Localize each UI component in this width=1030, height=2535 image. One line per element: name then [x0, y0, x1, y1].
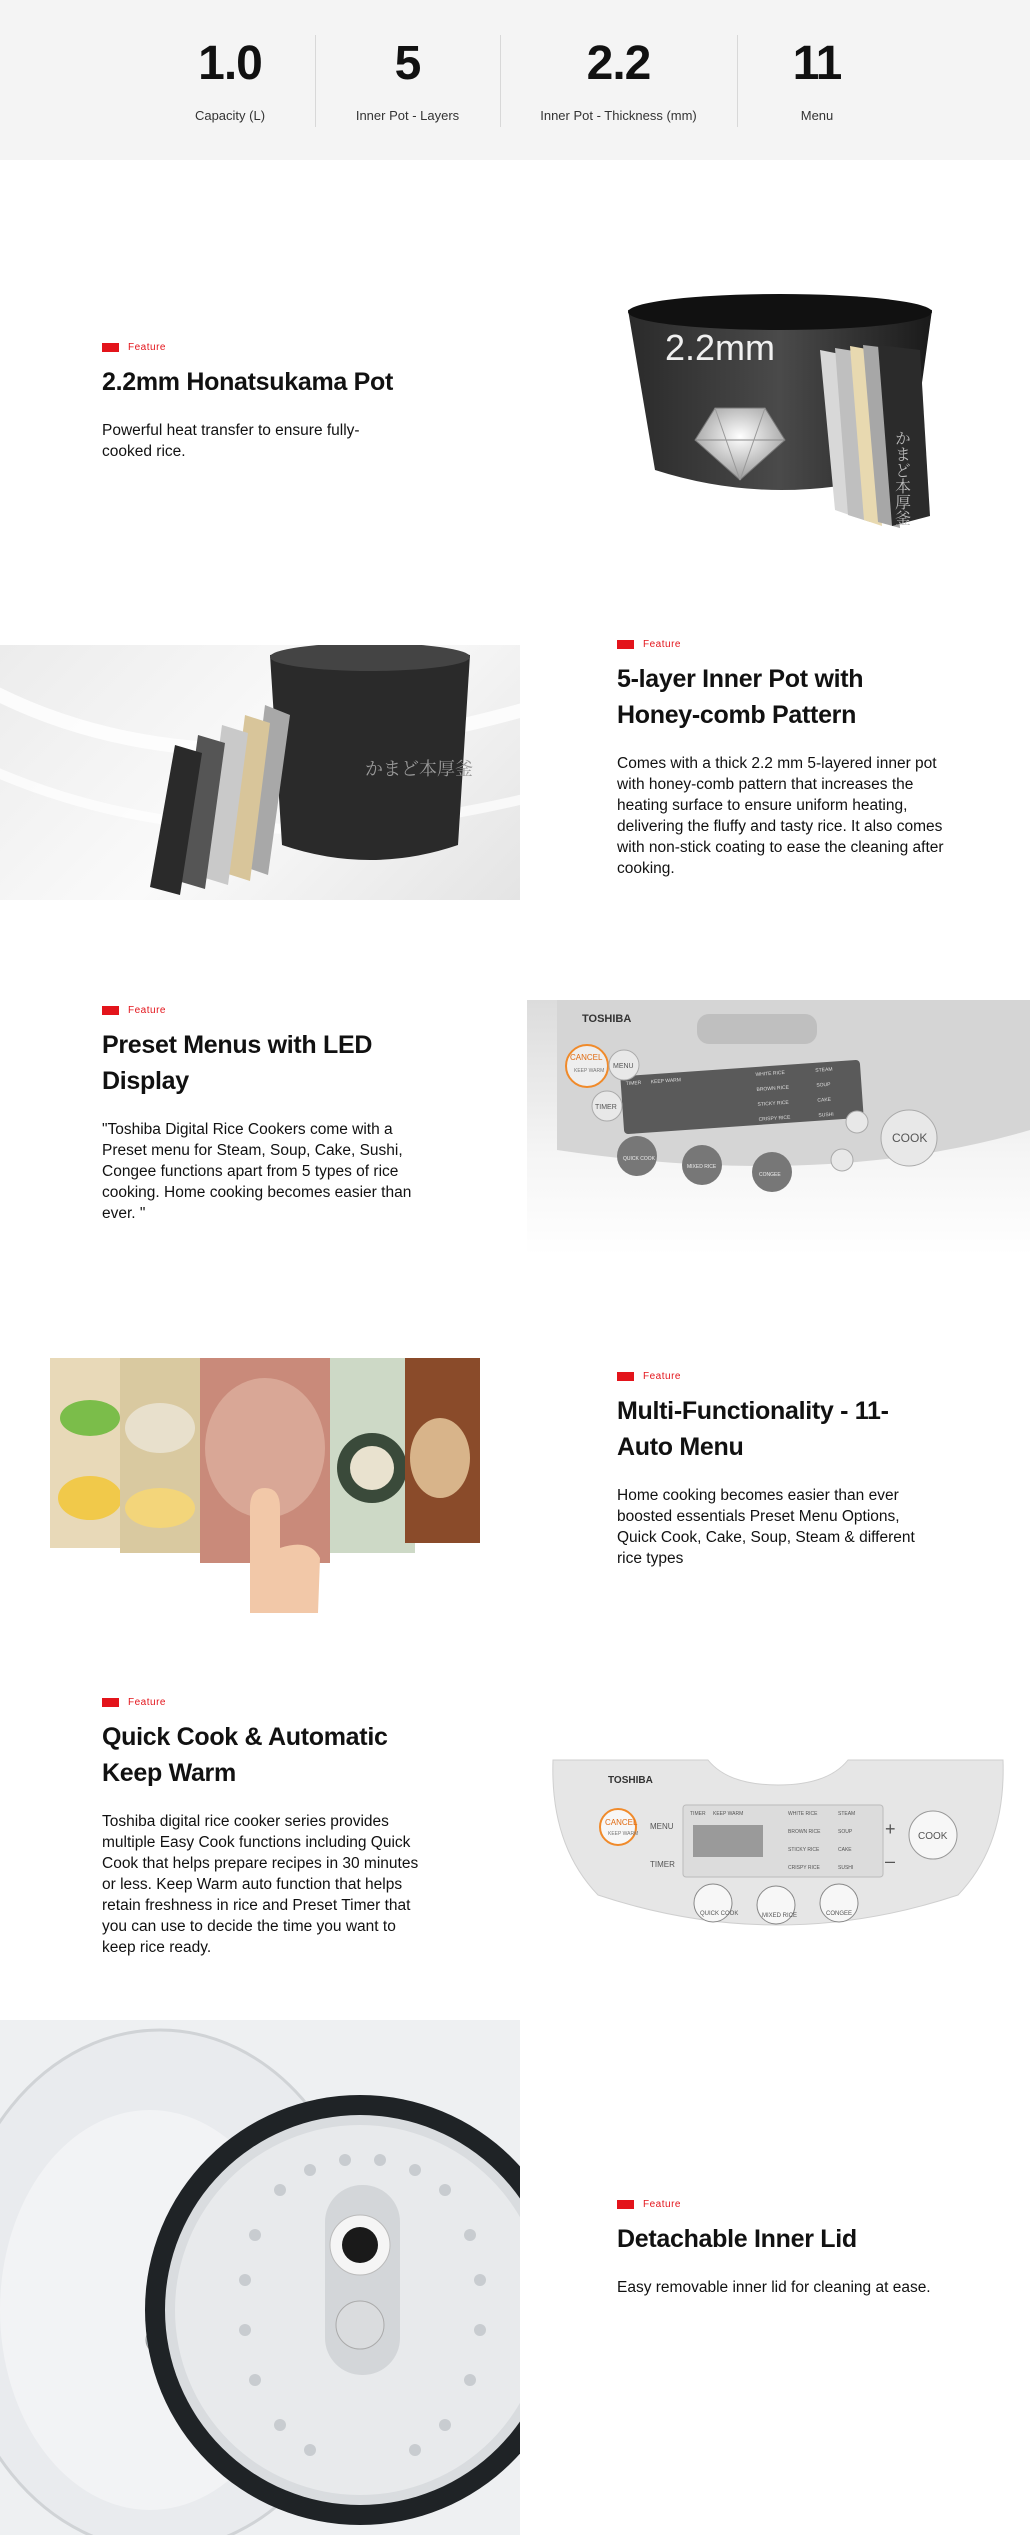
timer-label: TIMER	[650, 1860, 675, 1869]
brand-logo: TOSHIBA	[582, 1013, 632, 1025]
spec-label: Menu	[800, 108, 834, 123]
keep-warm-label: KEEP WARM	[608, 1831, 639, 1837]
feature-tag-label: Feature	[128, 341, 166, 353]
spec-capacity	[130, 0, 330, 160]
keep-warm-label: KEEP WARM	[574, 1068, 605, 1074]
display-item: STICKY RICE	[757, 1099, 790, 1108]
flat-control-panel-image	[548, 1755, 1008, 1930]
feature-tag	[102, 340, 402, 354]
feature-tag	[102, 1003, 422, 1017]
feature-description: Powerful heat transfer to ensure fully-cooked rice.	[102, 422, 360, 460]
minus-label: –	[885, 1851, 896, 1871]
inner-lid-image	[0, 2020, 520, 2535]
display-item: CRISPY RICE	[758, 1114, 791, 1123]
feature-quick-cook	[102, 1695, 422, 1958]
feature-title: Quick Cook & Automatic Keep Warm	[102, 1723, 388, 1787]
feature-tag-label: Feature	[643, 638, 681, 650]
five-layer-pot-image	[0, 645, 520, 900]
feature-tag	[617, 2197, 937, 2211]
feature-description: Comes with a thick 2.2 mm 5-layered inner pot with honey-comb pattern that increases the heating surface to ensure uniform heating, delivering the fluffy and tasty rice. It also comes with non-stick coating to ease the cleaning after cooking.	[617, 755, 944, 877]
display-item: CAKE	[838, 1847, 852, 1853]
spec-layers	[315, 0, 500, 160]
display-item: STEAM	[815, 1066, 833, 1074]
feature-tag-label: Feature	[643, 2198, 681, 2210]
brand-logo: TOSHIBA	[608, 1775, 653, 1786]
specs-bar	[0, 0, 1030, 160]
display-item: SUSHI	[838, 1865, 854, 1871]
spec-value: 5	[394, 37, 421, 90]
display-item: TIMER	[690, 1811, 706, 1817]
display-item: WHITE RICE	[755, 1069, 786, 1078]
pot-thickness-label: 2.2mm	[665, 327, 776, 368]
display-item: STEAM	[838, 1811, 856, 1817]
feature-title: Preset Menus with LED Display	[102, 1031, 373, 1095]
spec-label: Inner Pot - Layers	[355, 108, 460, 123]
display-item: CAKE	[817, 1096, 832, 1104]
feature-honatsukama	[102, 340, 402, 462]
feature-tag-label: Feature	[643, 1370, 681, 1382]
display-item: STICKY RICE	[788, 1847, 820, 1853]
feature-description: Home cooking becomes easier than ever boosted essentials Preset Menu Options, Quick Cook, Cake, Soup, Steam & different rice types	[617, 1487, 915, 1567]
mixed-rice-label: MIXED RICE	[687, 1164, 717, 1170]
plus-label: +	[885, 1819, 896, 1839]
timer-label: TIMER	[595, 1104, 617, 1111]
spec-value: 11	[792, 37, 842, 90]
display-item: BROWN RICE	[788, 1829, 821, 1835]
cancel-label: CANCEL	[570, 1053, 603, 1062]
feature-description: Toshiba digital rice cooker series provides multiple Easy Cook functions including Quick Cook that helps prepare recipes in 30 minutes or less. Keep Warm auto function that helps retain freshness in rice and Preset Timer that you can use to decide the time you want to keep rice ready.	[102, 1813, 419, 1956]
display-item: SOUP	[816, 1081, 831, 1089]
spec-value: 1.0	[198, 37, 262, 90]
display-item: BROWN RICE	[756, 1084, 790, 1093]
spec-label: Capacity (L)	[194, 108, 266, 123]
display-item: SOUP	[838, 1829, 853, 1835]
display-item: TIMER	[625, 1079, 642, 1088]
feature-description: "Toshiba Digital Rice Cookers come with a Preset menu for Steam, Soup, Cake, Sushi, Congee functions apart from 5 types of rice cooking. Home cooking becomes easier than ever. "	[102, 1121, 412, 1222]
cancel-label: CANCEL	[605, 1818, 638, 1827]
feature-title: 2.2mm Honatsukama Pot	[102, 368, 394, 396]
feature-five-layer	[617, 637, 947, 879]
pot-kanji: かまど本厚釜	[892, 430, 912, 526]
quick-cook-label: QUICK COOK	[700, 1911, 739, 1917]
feature-tag-label: Feature	[128, 1696, 166, 1708]
display-item: SUSHI	[818, 1111, 834, 1119]
display-item: WHITE RICE	[788, 1811, 818, 1817]
feature-tag	[102, 1695, 422, 1709]
menu-label: MENU	[650, 1822, 674, 1831]
spec-thickness	[500, 0, 737, 160]
spec-label: Inner Pot - Thickness (mm)	[540, 108, 697, 123]
inner-pot-image	[620, 290, 940, 535]
cook-label: COOK	[918, 1831, 948, 1842]
congee-label: CONGEE	[826, 1911, 853, 1917]
feature-title: 5-layer Inner Pot with Honey-comb Pattern	[617, 665, 864, 729]
food-menu-image	[50, 1358, 480, 1613]
feature-preset-menus	[102, 1003, 422, 1224]
cook-label: COOK	[892, 1131, 928, 1145]
spec-menu	[737, 0, 897, 160]
feature-tag-label: Feature	[128, 1004, 166, 1016]
congee-label: CONGEE	[759, 1172, 781, 1178]
display-item: KEEP WARM	[713, 1811, 744, 1817]
quick-cook-label: QUICK COOK	[623, 1156, 655, 1162]
display-item: CRISPY RICE	[788, 1865, 820, 1871]
feature-inner-lid	[617, 2197, 937, 2298]
feature-multi-functionality	[617, 1369, 937, 1569]
feature-description: Easy removable inner lid for cleaning at ease.	[617, 2279, 931, 2296]
pot-kanji: かまど本厚釜	[365, 759, 473, 780]
feature-tag	[617, 637, 947, 651]
display-item: KEEP WARM	[650, 1077, 682, 1086]
feature-title: Multi-Functionality - 11-Auto Menu	[617, 1397, 889, 1461]
feature-title: Detachable Inner Lid	[617, 2225, 857, 2253]
spec-value: 2.2	[586, 37, 651, 90]
feature-tag	[617, 1369, 937, 1383]
menu-label: MENU	[613, 1063, 634, 1070]
control-panel-image	[527, 1000, 1030, 1256]
mixed-rice-label: MIXED RICE	[762, 1913, 798, 1919]
